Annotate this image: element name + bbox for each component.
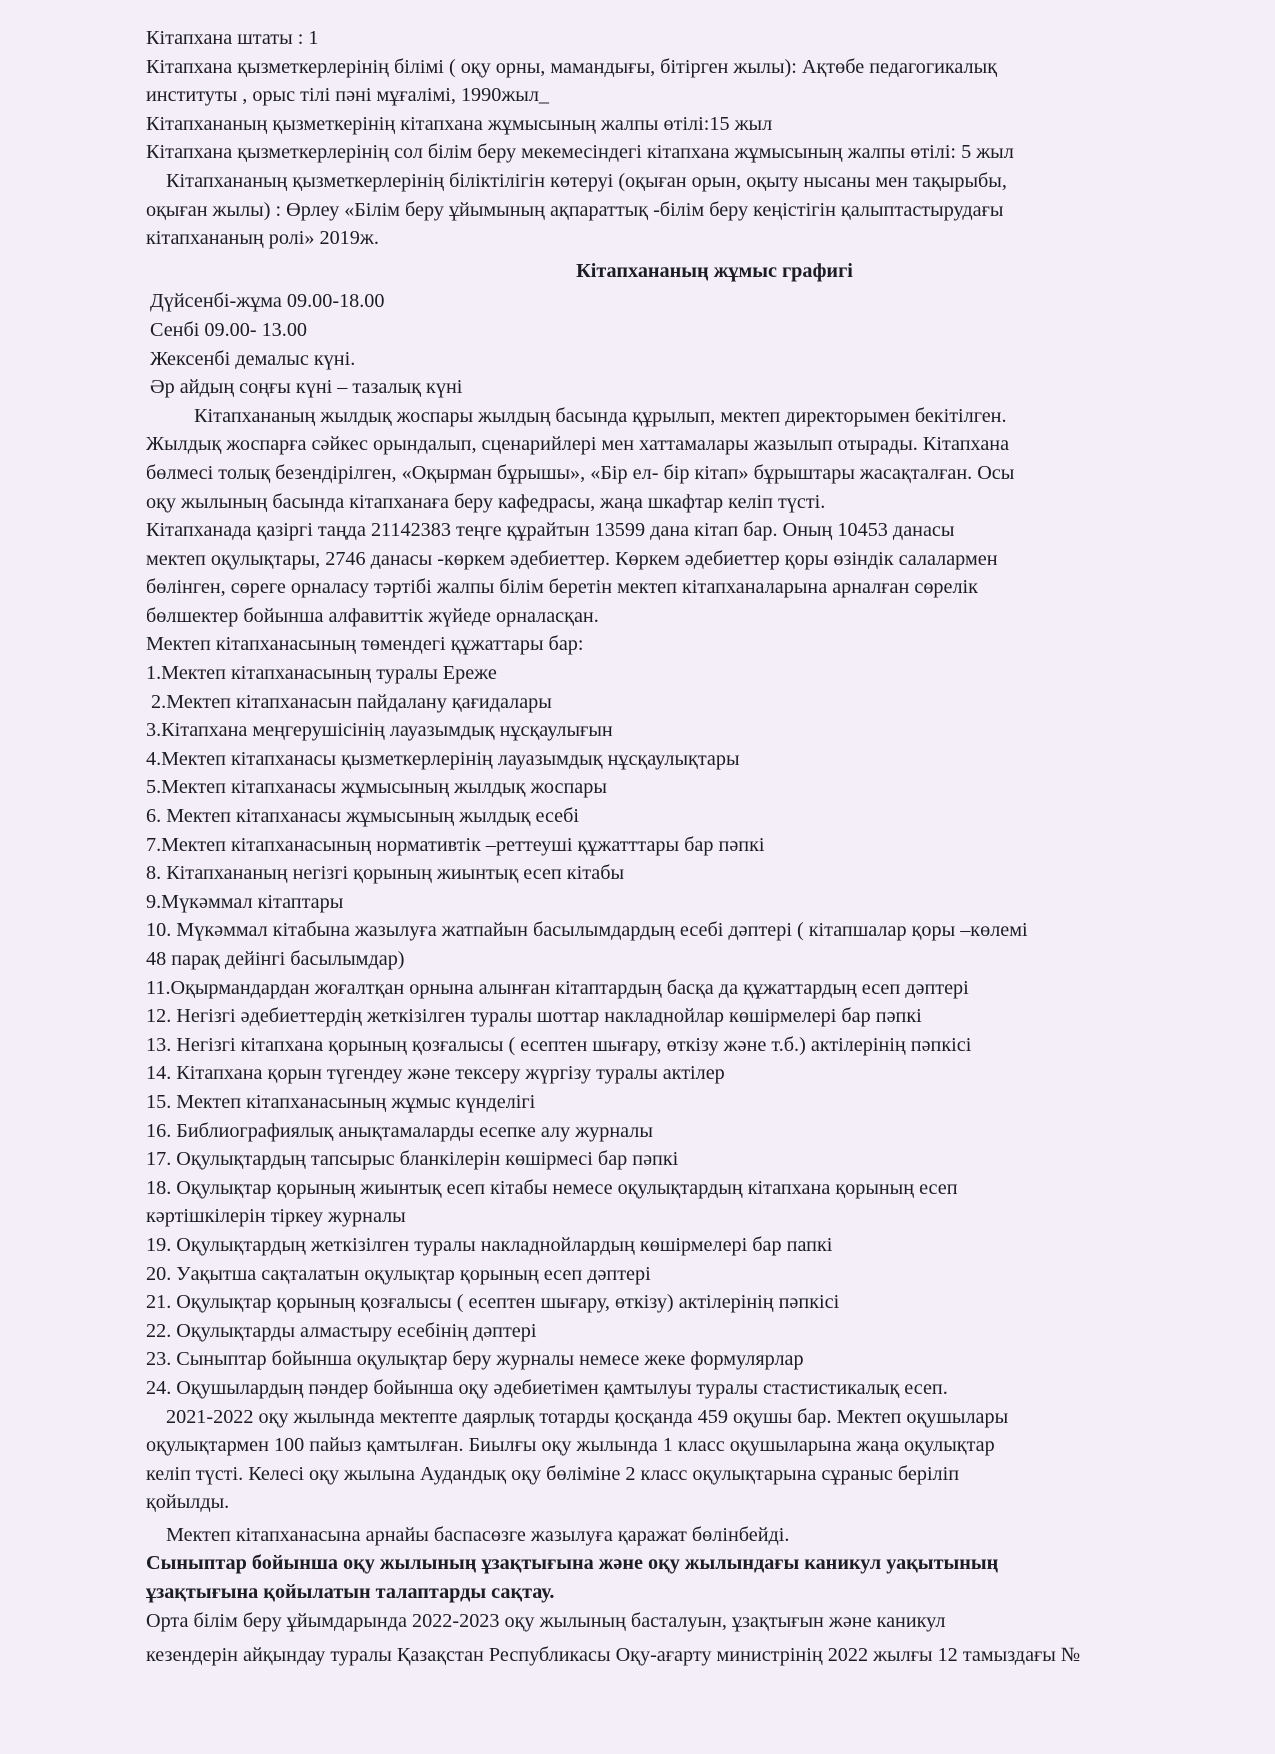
docs-intro: Мектеп кітапханасының төмендегі құжаттары бар: (146, 633, 584, 656)
fund-line-3: бөлінген, сөреге орналасу тәртібі жалпы білім беретін мектеп кітапханаларына арналған сөрелік (146, 576, 978, 599)
list-item: 13. Негізгі кітапхана қорының қозғалысы ( есептен шығару, өткізу және т.б.) актілерінің пәпкісі (146, 1033, 972, 1056)
list-item: 48 парақ дейінгі басылымдар) (146, 948, 405, 970)
list-item: 9.Мүкәммал кітаптары (146, 890, 344, 913)
plan-line-4: оқу жылының басында кітапханаға беру кафедрасы, жаңа шкафтар келіп түсті. (146, 490, 826, 513)
staff-education-line-1: Кітапхана қызметкерлерінің білімі ( оқу орны, мамандығы, бітірген жылы): Ақтөбе педагогикалық (146, 55, 998, 78)
list-item: 18. Оқулықтар қорының жиынтық есеп кітабы немесе оқулықтардың кітапхана қорының есеп (146, 1176, 958, 1199)
requirements-line-2: кезендерін айқындау туралы Қазақстан Республикасы Оқу-ағарту министрінің 2022 жылғы 12 тамыздағы № (146, 1644, 1081, 1667)
schedule-title: Кітапхананың жұмыс графигі (576, 259, 853, 282)
list-item: 17. Оқулықтардың тапсырыс бланкілерін көшірмесі бар пәпкі (146, 1148, 679, 1171)
press-note: Мектеп кітапханасына арнайы баспасөзге жазылуға қаражат бөлінбейді. (166, 1523, 790, 1546)
list-item: 4.Мектеп кітапханасы қызметкерлерінің лауазымдық нұсқаулықтары (146, 747, 740, 770)
list-item: 23. Сыныптар бойынша оқулықтар беру журналы немесе жеке формулярлар (146, 1348, 804, 1371)
schedule-weekdays: Дүйсенбі-жұма 09.00-18.00 (150, 290, 385, 313)
plan-line-3: бөлмесі толық безендірілген, «Оқырман бұрышы», «Бір ел- бір кітап» бұрыштары жасақталған. Осы (146, 461, 1015, 484)
list-item: 19. Оқулықтардың жеткізілген туралы накладнойлардың көшірмелері бар папкі (146, 1233, 833, 1256)
list-item: 7.Мектеп кітапханасының нормативтік –реттеуші құжатттары бар пәпкі (146, 833, 765, 856)
list-item: 11.Оқырмандардан жоғалтқан орнына алынған кітаптардың басқа да құжаттардың есеп дәптері (146, 976, 969, 999)
list-item: 14. Кітапхана қорын түгендеу және тексеру жүргізу туралы актілер (146, 1062, 725, 1085)
fund-line-1: Кітапханада қазіргі таңда 21142383 теңге құрайтын 13599 дана кітап бар. Оның 10453 данасы (146, 519, 955, 542)
requirements-line-1: Орта білім беру ұйымдарында 2022-2023 оқу жылының басталуын, ұзақтығын және каникул (146, 1609, 946, 1632)
list-item: 24. Оқушылардың пәндер бойынша оқу әдебиетімен қамтылуы туралы стастистикалық есеп. (146, 1376, 948, 1399)
staff-education-line-2: институты , орыс тілі пәні мұғалімі, 1990жыл_ (146, 84, 550, 107)
staff-qualification-line-2: оқыған жылы) : Өрлеу «Білім беру ұйымының ақпараттық -білім беру кеңістігін қалыптастырудағы (146, 198, 1004, 221)
staff-count: Кітапхана штаты : 1 (146, 27, 319, 49)
list-item: 5.Мектеп кітапханасы жұмысының жылдық жоспары (146, 776, 607, 799)
list-item: 12. Негізгі әдебиеттердің жеткізілген туралы шоттар накладнойлар көшірмелері бар пәпкі (146, 1005, 922, 1028)
schedule-cleaning: Әр айдың соңғы күні – тазалық күні (150, 376, 463, 399)
docs-list (146, 659, 1223, 1402)
schedule-saturday: Сенбі 09.00- 13.00 (150, 318, 308, 341)
list-item: 21. Оқулықтар қорының қозғалысы ( есептен шығару, өткізу) актілерінің пәпкісі (146, 1291, 840, 1314)
list-item: 16. Библиографиялық анықтамаларды есепке алу журналы (146, 1119, 653, 1142)
fund-line-2: мектеп оқулықтары, 2746 данасы -көркем әдебиеттер. Көркем әдебиеттер қоры өзіндік салалармен (146, 547, 998, 570)
staff-qualification-line-1: Кітапхананың қызметкерлерінің біліктілігін көтеруі (оқыған орын, оқыту нысаны мен тақырыбы, (166, 169, 1007, 192)
staff-experience-school: Кітапхана қызметкерлерінің сол білім беру мекемесіндегі кітапхана жұмысының жалпы өтілі: 5 жыл (146, 141, 1014, 164)
list-item: 8. Кітапхананың негізгі қорының жиынтық есеп кітабы (146, 862, 625, 885)
requirements-title-line-2: ұзақтығына қойылатын талаптарды сақтау. (146, 1581, 555, 1604)
fund-line-4: бөлшектер бойынша алфавиттік жүйеде орналасқан. (146, 604, 599, 627)
students-line-3: келіп түсті. Келесі оқу жылына Аудандық оқу бөліміне 2 класс оқулықтарына сұраныс беріліп (146, 1462, 960, 1485)
list-item: 3.Кітапхана меңгерушісінің лауазымдық нұсқаулығын (146, 719, 613, 742)
list-item: 15. Мектеп кітапханасының жұмыс күнделігі (146, 1090, 536, 1113)
schedule-sunday: Жексенбі демалыс күні. (150, 347, 356, 370)
list-item: 2.Мектеп кітапханасын пайдалану қағидалары (146, 690, 552, 713)
list-item: 1.Мектеп кітапханасының туралы Ереже (146, 662, 497, 685)
students-line-4: қойылды. (146, 1491, 230, 1514)
requirements-title-line-1: Сыныптар бойынша оқу жылының ұзақтығына және оқу жылындағы каникул уақытының (146, 1552, 999, 1575)
list-item: 10. Мүкәммал кітабына жазылуға жатпайын басылымдардың есебі дәптері ( кітапшалар қоры –көлемі (146, 919, 1028, 942)
plan-line-1: Кітапхананың жылдық жоспары жылдың басында құрылып, мектеп директорымен бекітілген. (194, 404, 1007, 427)
list-item: кәртішкілерін тіркеу журналы (146, 1205, 406, 1228)
students-line-1: 2021-2022 оқу жылында мектепте даярлық тотарды қосқанда 459 оқушы бар. Мектеп оқушылары (166, 1405, 1009, 1428)
staff-experience-total: Кітапхананың қызметкерінің кітапхана жұмысының жалпы өтілі:15 жыл (146, 112, 773, 135)
staff-qualification-line-3: кітапхананың ролі» 2019ж. (146, 227, 379, 250)
students-line-2: оқулықтармен 100 пайыз қамтылған. Биылғы оқу жылында 1 класс оқушыларына жаңа оқулықтар (146, 1434, 995, 1457)
plan-line-2: Жылдық жоспарға сәйкес орындалып, сценарийлері мен хаттамалары жазылып отырады. Кітапхана (146, 433, 1010, 456)
list-item: 22. Оқулықтарды алмастыру есебінің дәптері (146, 1319, 537, 1342)
list-item: 20. Уақытша сақталатын оқулықтар қорының есеп дәптері (146, 1262, 651, 1285)
list-item: 6. Мектеп кітапханасы жұмысының жылдық есебі (146, 805, 580, 828)
